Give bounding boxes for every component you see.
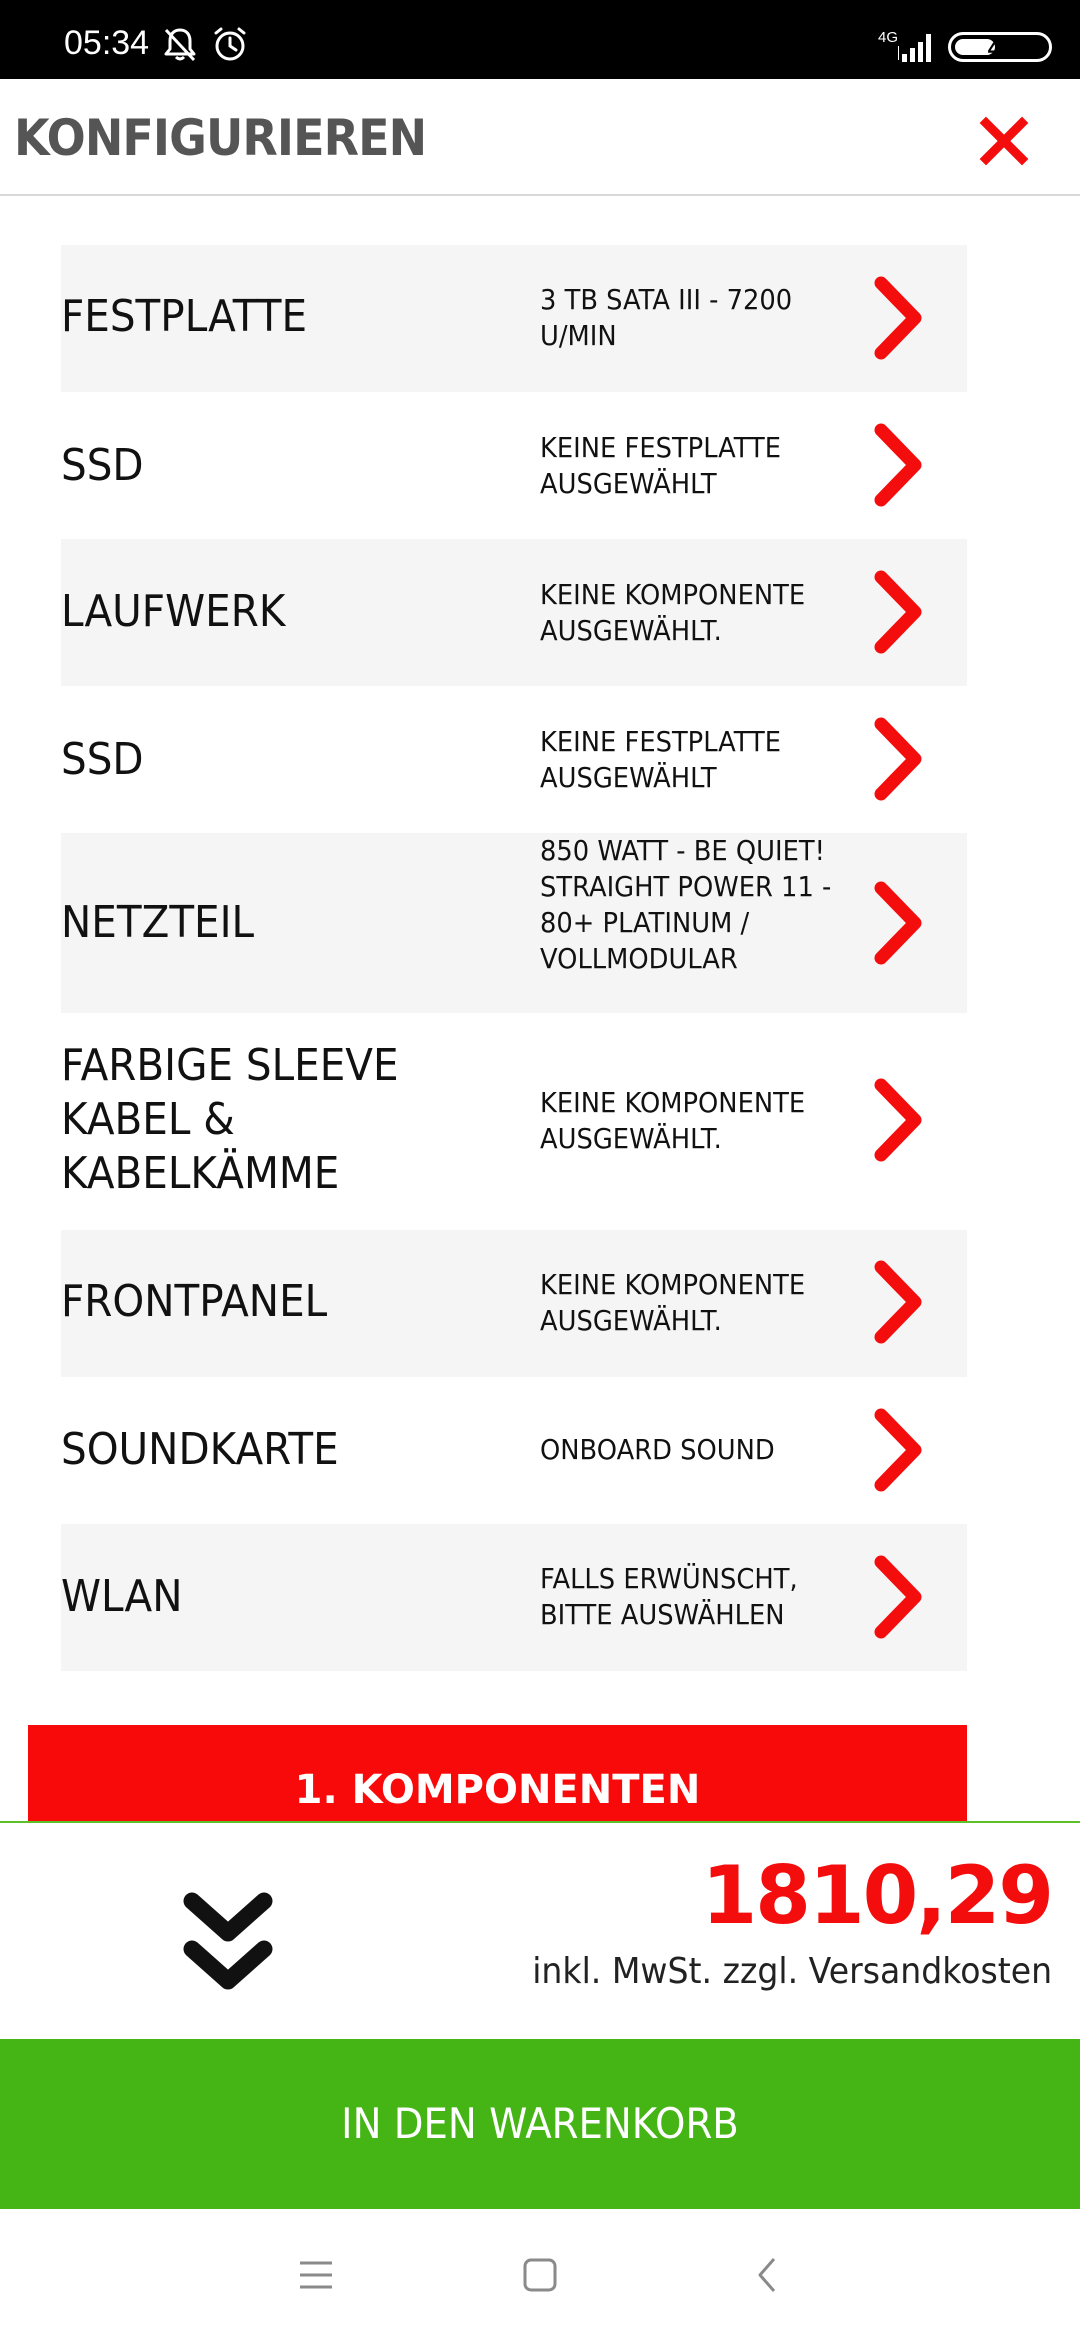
status-time: 05:34 [64,24,150,62]
price-note: inkl. MwSt. zzgl. Versandkosten [532,1951,1052,1992]
battery-icon [948,32,1052,62]
chevron-right-icon[interactable] [863,1552,933,1642]
chevron-right-icon[interactable] [863,567,933,657]
close-icon [976,113,1032,169]
row-label: SSD [61,440,144,491]
row-value: KEINE FESTPLATTE AUSGEWÄHLT [540,725,782,794]
chevron-right-icon[interactable] [863,714,933,804]
components-button-label: 1. KOMPONENTEN [294,1767,701,1813]
total-price: 1810,29 [701,1849,1052,1942]
back-icon[interactable] [746,2253,790,2297]
add-to-cart-button[interactable] [0,2039,1080,2209]
config-row-sleeve-kabel[interactable] [61,1013,967,1230]
network-type: 4G [878,29,899,46]
config-row-ssd-2[interactable] [61,686,967,833]
row-value: 3 TB SATA III - 7200 U/MIN [540,283,793,352]
row-label: FRONTPANEL [61,1276,328,1327]
config-list [61,245,967,1671]
signal-icon [898,30,938,68]
chevron-right-icon[interactable] [863,273,933,363]
close-button[interactable] [976,113,1032,169]
chevron-right-icon[interactable] [863,420,933,510]
price-summary [0,1821,1080,2041]
system-nav-bar [0,2209,1080,2340]
row-value: ONBOARD SOUND [540,1433,775,1466]
config-row-soundkarte[interactable] [61,1377,967,1524]
row-value: KEINE KOMPONENTE AUSGEWÄHLT. [540,1086,806,1155]
page-header [0,79,1080,196]
row-value: FALLS ERWÜNSCHT, BITTE AUSWÄHLEN [540,1562,798,1631]
alarm-icon [210,24,250,64]
row-label: SSD [61,734,144,785]
row-label: NETZTEIL [61,897,255,948]
row-value: 850 WATT - BE QUIET! STRAIGHT POWER 11 - 80+ PLATINUM / VOLLMODULAR [540,834,832,975]
row-value: KEINE KOMPONENTE AUSGEWÄHLT. [540,578,806,647]
row-label: FARBIGE SLEEVE KABEL & KABELKÄMME [61,1040,399,1199]
row-value: KEINE FESTPLATTE AUSGEWÄHLT [540,431,782,500]
bell-off-icon [160,24,200,64]
config-row-netzteil[interactable] [61,833,967,1013]
config-row-frontpanel[interactable] [61,1230,967,1377]
config-row-festplatte[interactable] [61,245,967,392]
double-chevron-down-icon[interactable] [180,1887,276,2003]
status-bar [0,0,1080,79]
row-label: WLAN [61,1571,183,1622]
battery-level: 44 [987,36,1013,61]
chevron-right-icon[interactable] [863,1257,933,1347]
row-value: KEINE KOMPONENTE AUSGEWÄHLT. [540,1268,806,1337]
components-button[interactable] [28,1725,967,1825]
row-label: FESTPLATTE [61,291,308,342]
row-label: LAUFWERK [61,586,286,637]
config-row-laufwerk[interactable] [61,539,967,686]
config-row-wlan[interactable] [61,1524,967,1671]
chevron-right-icon[interactable] [863,878,933,968]
chevron-right-icon[interactable] [863,1405,933,1495]
page-title: KONFIGURIEREN [14,109,427,167]
config-row-ssd[interactable] [61,392,967,539]
home-icon[interactable] [518,2253,562,2297]
add-to-cart-label: IN DEN WARENKORB [341,2099,739,2148]
row-label: SOUNDKARTE [61,1424,339,1475]
chevron-right-icon[interactable] [863,1075,933,1165]
menu-icon[interactable] [294,2253,338,2297]
